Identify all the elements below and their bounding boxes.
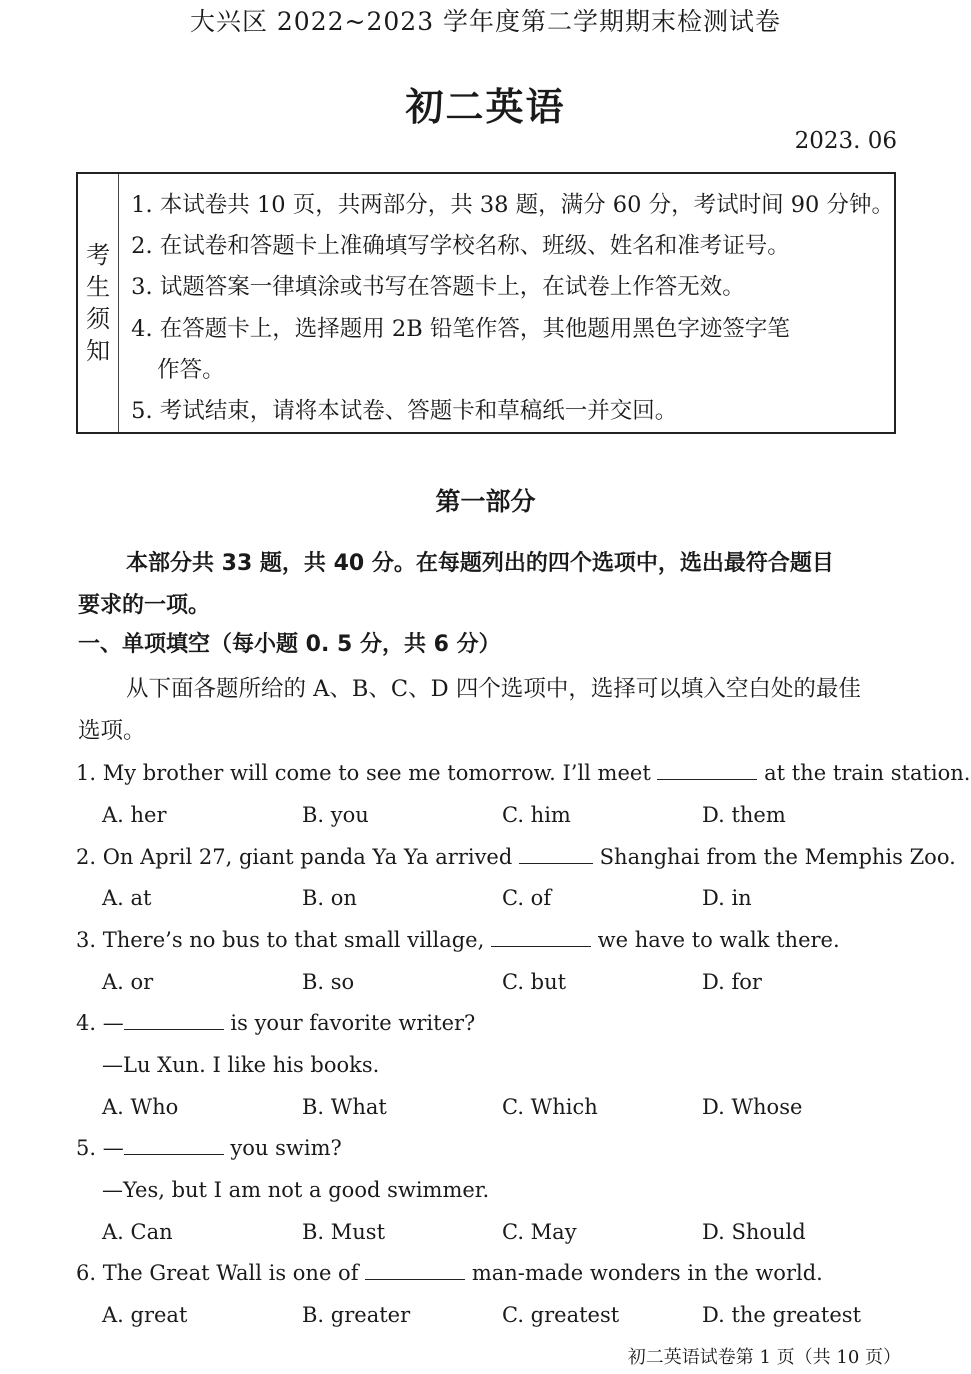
answer-blank [124, 1011, 224, 1030]
notice-box [76, 172, 896, 434]
option: A. Who [102, 1095, 179, 1119]
section-heading: 一、单项填空（每小题 0. 5 分，共 6 分） [78, 632, 501, 657]
option: A. great [102, 1303, 188, 1327]
option: C. but [502, 970, 567, 994]
notice-label-char: 考 [86, 241, 111, 269]
option: B. What [302, 1095, 387, 1119]
part-intro [78, 543, 900, 627]
notice-item-continuation: 作答。 [157, 356, 225, 383]
notice-label-char: 须 [86, 305, 111, 333]
answer-blank [657, 761, 757, 780]
dialogue-reply: —Yes, but I am not a good swimmer. [102, 1178, 490, 1202]
question-stem [76, 1261, 823, 1285]
question-stem [76, 1136, 342, 1160]
option: B. you [302, 803, 369, 827]
option: D. Whose [702, 1095, 803, 1119]
subject-title: 初二英语 [405, 85, 566, 129]
option: A. Can [102, 1220, 173, 1244]
option: A. her [102, 803, 167, 827]
option: D. them [702, 803, 786, 827]
notice-label-char: 生 [86, 273, 111, 301]
answer-blank [365, 1261, 465, 1280]
dialogue-reply: —Lu Xun. I like his books. [102, 1053, 380, 1077]
exam-title: 大兴区 2022~2023 学年度第二学期期末检测试卷 [189, 7, 782, 36]
notice-item: 1. 本试卷共 10 页，共两部分，共 38 题，满分 60 分，考试时间 90 分钟。 [131, 192, 894, 218]
notice-label [78, 174, 119, 432]
part-intro-line: 本部分共 33 题，共 40 分。在每题列出的四个选项中，选出最符合题目 [126, 551, 834, 576]
option: B. so [302, 970, 355, 994]
section-instructions [78, 668, 900, 752]
option: B. on [302, 886, 357, 910]
notice-label-char: 知 [86, 337, 111, 365]
question-text: man-made wonders in the world. [465, 1261, 823, 1285]
question-text: at the train station. [757, 761, 971, 785]
question-stem [76, 928, 840, 952]
question-text: 4. — [76, 1011, 124, 1035]
notice-item: 2. 在试卷和答题卡上准确填写学校名称、班级、姓名和准考证号。 [131, 233, 790, 260]
question-stem [76, 761, 970, 785]
question-stem [76, 845, 956, 869]
option: A. at [102, 886, 152, 910]
question-text: we have to walk there. [590, 928, 840, 952]
question-text: 3. There’s no bus to that small village, [76, 928, 491, 952]
question-text: is your favorite writer? [223, 1011, 476, 1035]
option: D. in [702, 886, 752, 910]
option: D. for [702, 970, 762, 994]
notice-item [131, 350, 894, 391]
exam-date: 2023. 06 [794, 128, 897, 154]
section-instr-line: 从下面各题所给的 A、B、C、D 四个选项中，选择可以填入空白处的最佳 [126, 676, 861, 702]
part-intro-line: 要求的一项。 [78, 593, 211, 618]
question-text: 1. My brother will come to see me tomorrow. I’ll meet [76, 761, 658, 785]
option: C. greatest [502, 1303, 620, 1327]
option: B. greater [302, 1303, 411, 1327]
page-footer: 初二英语试卷第 1 页（共 10 页） [627, 1347, 901, 1368]
part-title: 第一部分 [435, 487, 536, 516]
question-text: 2. On April 27, giant panda Ya Ya arrived [76, 845, 519, 869]
notice-item: 3. 试题答案一律填涂或书写在答题卡上，在试卷上作答无效。 [131, 274, 745, 301]
option: C. of [502, 886, 552, 910]
question-stem [76, 1011, 475, 1035]
option: C. May [502, 1220, 577, 1244]
option: C. Which [502, 1095, 598, 1119]
question-text: Shanghai from the Memphis Zoo. [592, 845, 956, 869]
question-text: you swim? [223, 1136, 342, 1160]
notice-items [119, 174, 894, 432]
answer-blank [519, 845, 593, 864]
notice-item: 4. 在答题卡上，选择题用 2B 铅笔作答，其他题用黑色字迹签字笔 [131, 315, 790, 342]
section-instr-line: 选项。 [78, 718, 146, 744]
option: C. him [502, 803, 571, 827]
option: D. Should [702, 1220, 806, 1244]
question-text: 5. — [76, 1136, 124, 1160]
option: A. or [102, 970, 154, 994]
option: B. Must [302, 1220, 386, 1244]
question-text: 6. The Great Wall is one of [76, 1261, 366, 1285]
notice-item: 5. 考试结束，请将本试卷、答题卡和草稿纸一并交回。 [131, 398, 678, 425]
option: D. the greatest [702, 1303, 862, 1327]
answer-blank [491, 928, 591, 947]
answer-blank [124, 1136, 224, 1155]
